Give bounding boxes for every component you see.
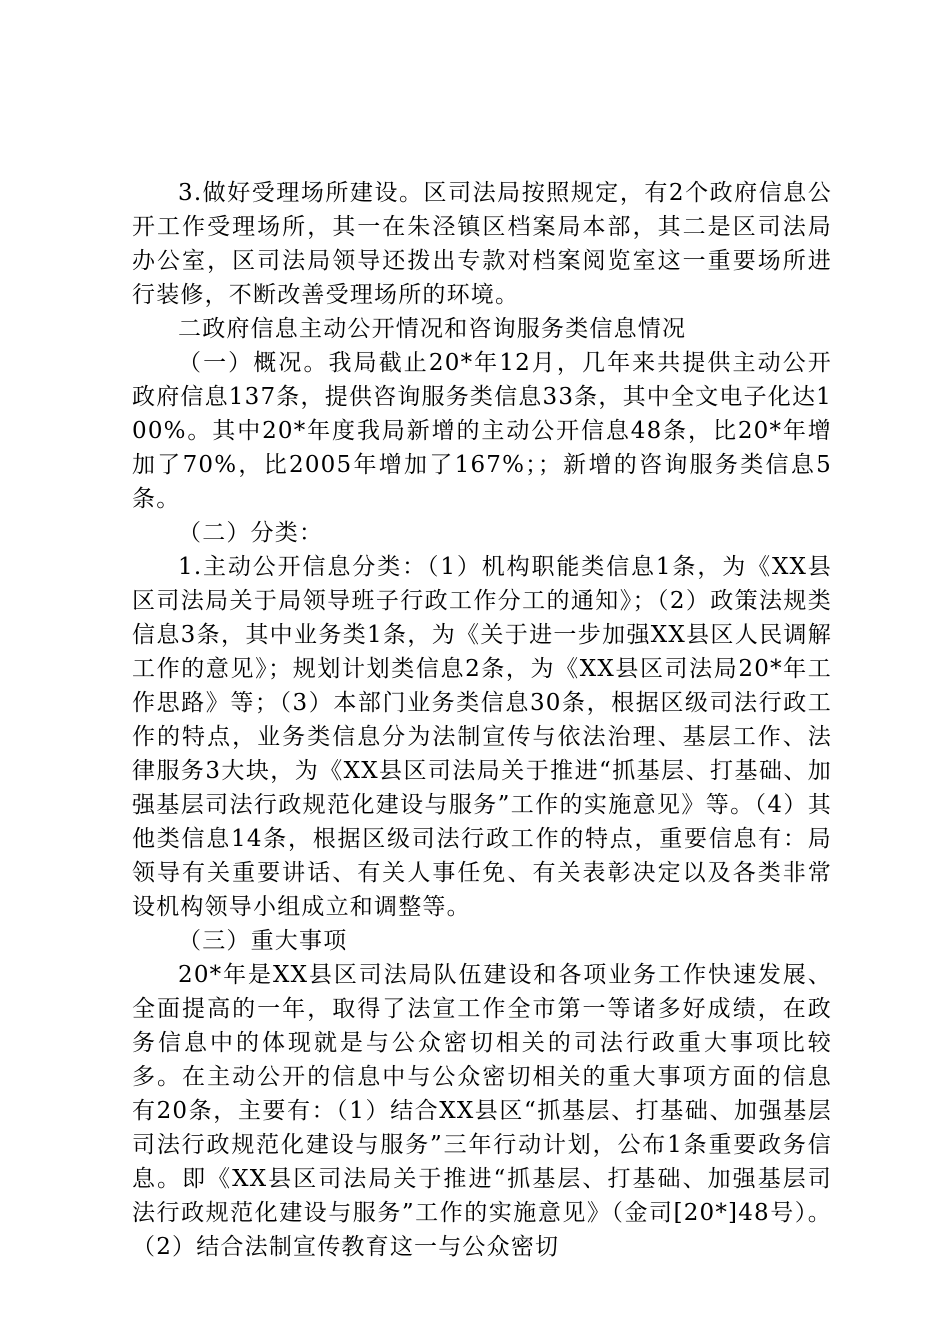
subheading-major-matters: （三）重大事项 xyxy=(178,928,348,954)
subheading-classification: （二）分类： xyxy=(178,520,324,546)
paragraph-overview: （一）概况。我局截止20*年12月，几年来共提供主动公开政府信息137条，提供咨询服务类信息33条，其中全文电子化达100%。其中20*年度我局新增的主动公开信息48条，比20*年增加了70%，比2005年增加了167%；；新增的咨询服务类信息5条。 xyxy=(132,350,832,512)
paragraph-major-matters: 20*年是XX县区司法局队伍建设和各项业务工作快速发展、全面提高的一年，取得了法宣工作全市第一等诸多好成绩，在政务信息中的体现就是与公众密切相关的司法行政重大事项比较多。在主动公开的信息中与公众密切相关的重大事项方面的信息有20条，主要有：（1）结合XX县区“抓基层、打基础、加强基层司法行政规范化建设与服务”三年行动计划，公布1条重要政务信息。即《XX县区司法局关于推进“抓基层、打基础、加强基层司法行政规范化建设与服务”工作的实施意见》（金司[20*]48号）。（2）结合法制宣传教育这一与公众密切 xyxy=(132,962,832,1260)
section-heading-disclosure: 二政府信息主动公开情况和咨询服务类信息情况 xyxy=(178,316,687,342)
paragraph-classification-detail: 1.主动公开信息分类：（1）机构职能类信息1条，为《XX县区司法局关于局领导班子行政工作分工的通知》；（2）政策法规类信息3条，其中业务类1条，为《关于进一步加强XX县区人民调解工作的意见》；规划计划类信息2条，为《XX县区司法局20*年工作思路》等；（3）本部门业务类信息30条，根据区级司法行政工作的特点，业务类信息分为法制宣传与依法治理、基层工作、法律服务3大块，为《XX县区司法局关于推进“抓基层、打基础、加强基层司法行政规范化建设与服务”工作的实施意见》等。（4）其他类信息14条，根据区级司法行政工作的特点，重要信息有：局领导有关重要讲话、有关人事任免、有关表彰决定以及各类非常设机构领导小组成立和调整等。 xyxy=(132,554,832,920)
paragraph-venue-construction: 3.做好受理场所建设。区司法局按照规定，有2个政府信息公开工作受理场所，其一在朱泾镇区档案局本部，其二是区司法局办公室，区司法局领导还拨出专款对档案阅览室这一重要场所进行装修，不断改善受理场所的环境。 xyxy=(132,180,832,308)
document-body xyxy=(132,176,832,1264)
